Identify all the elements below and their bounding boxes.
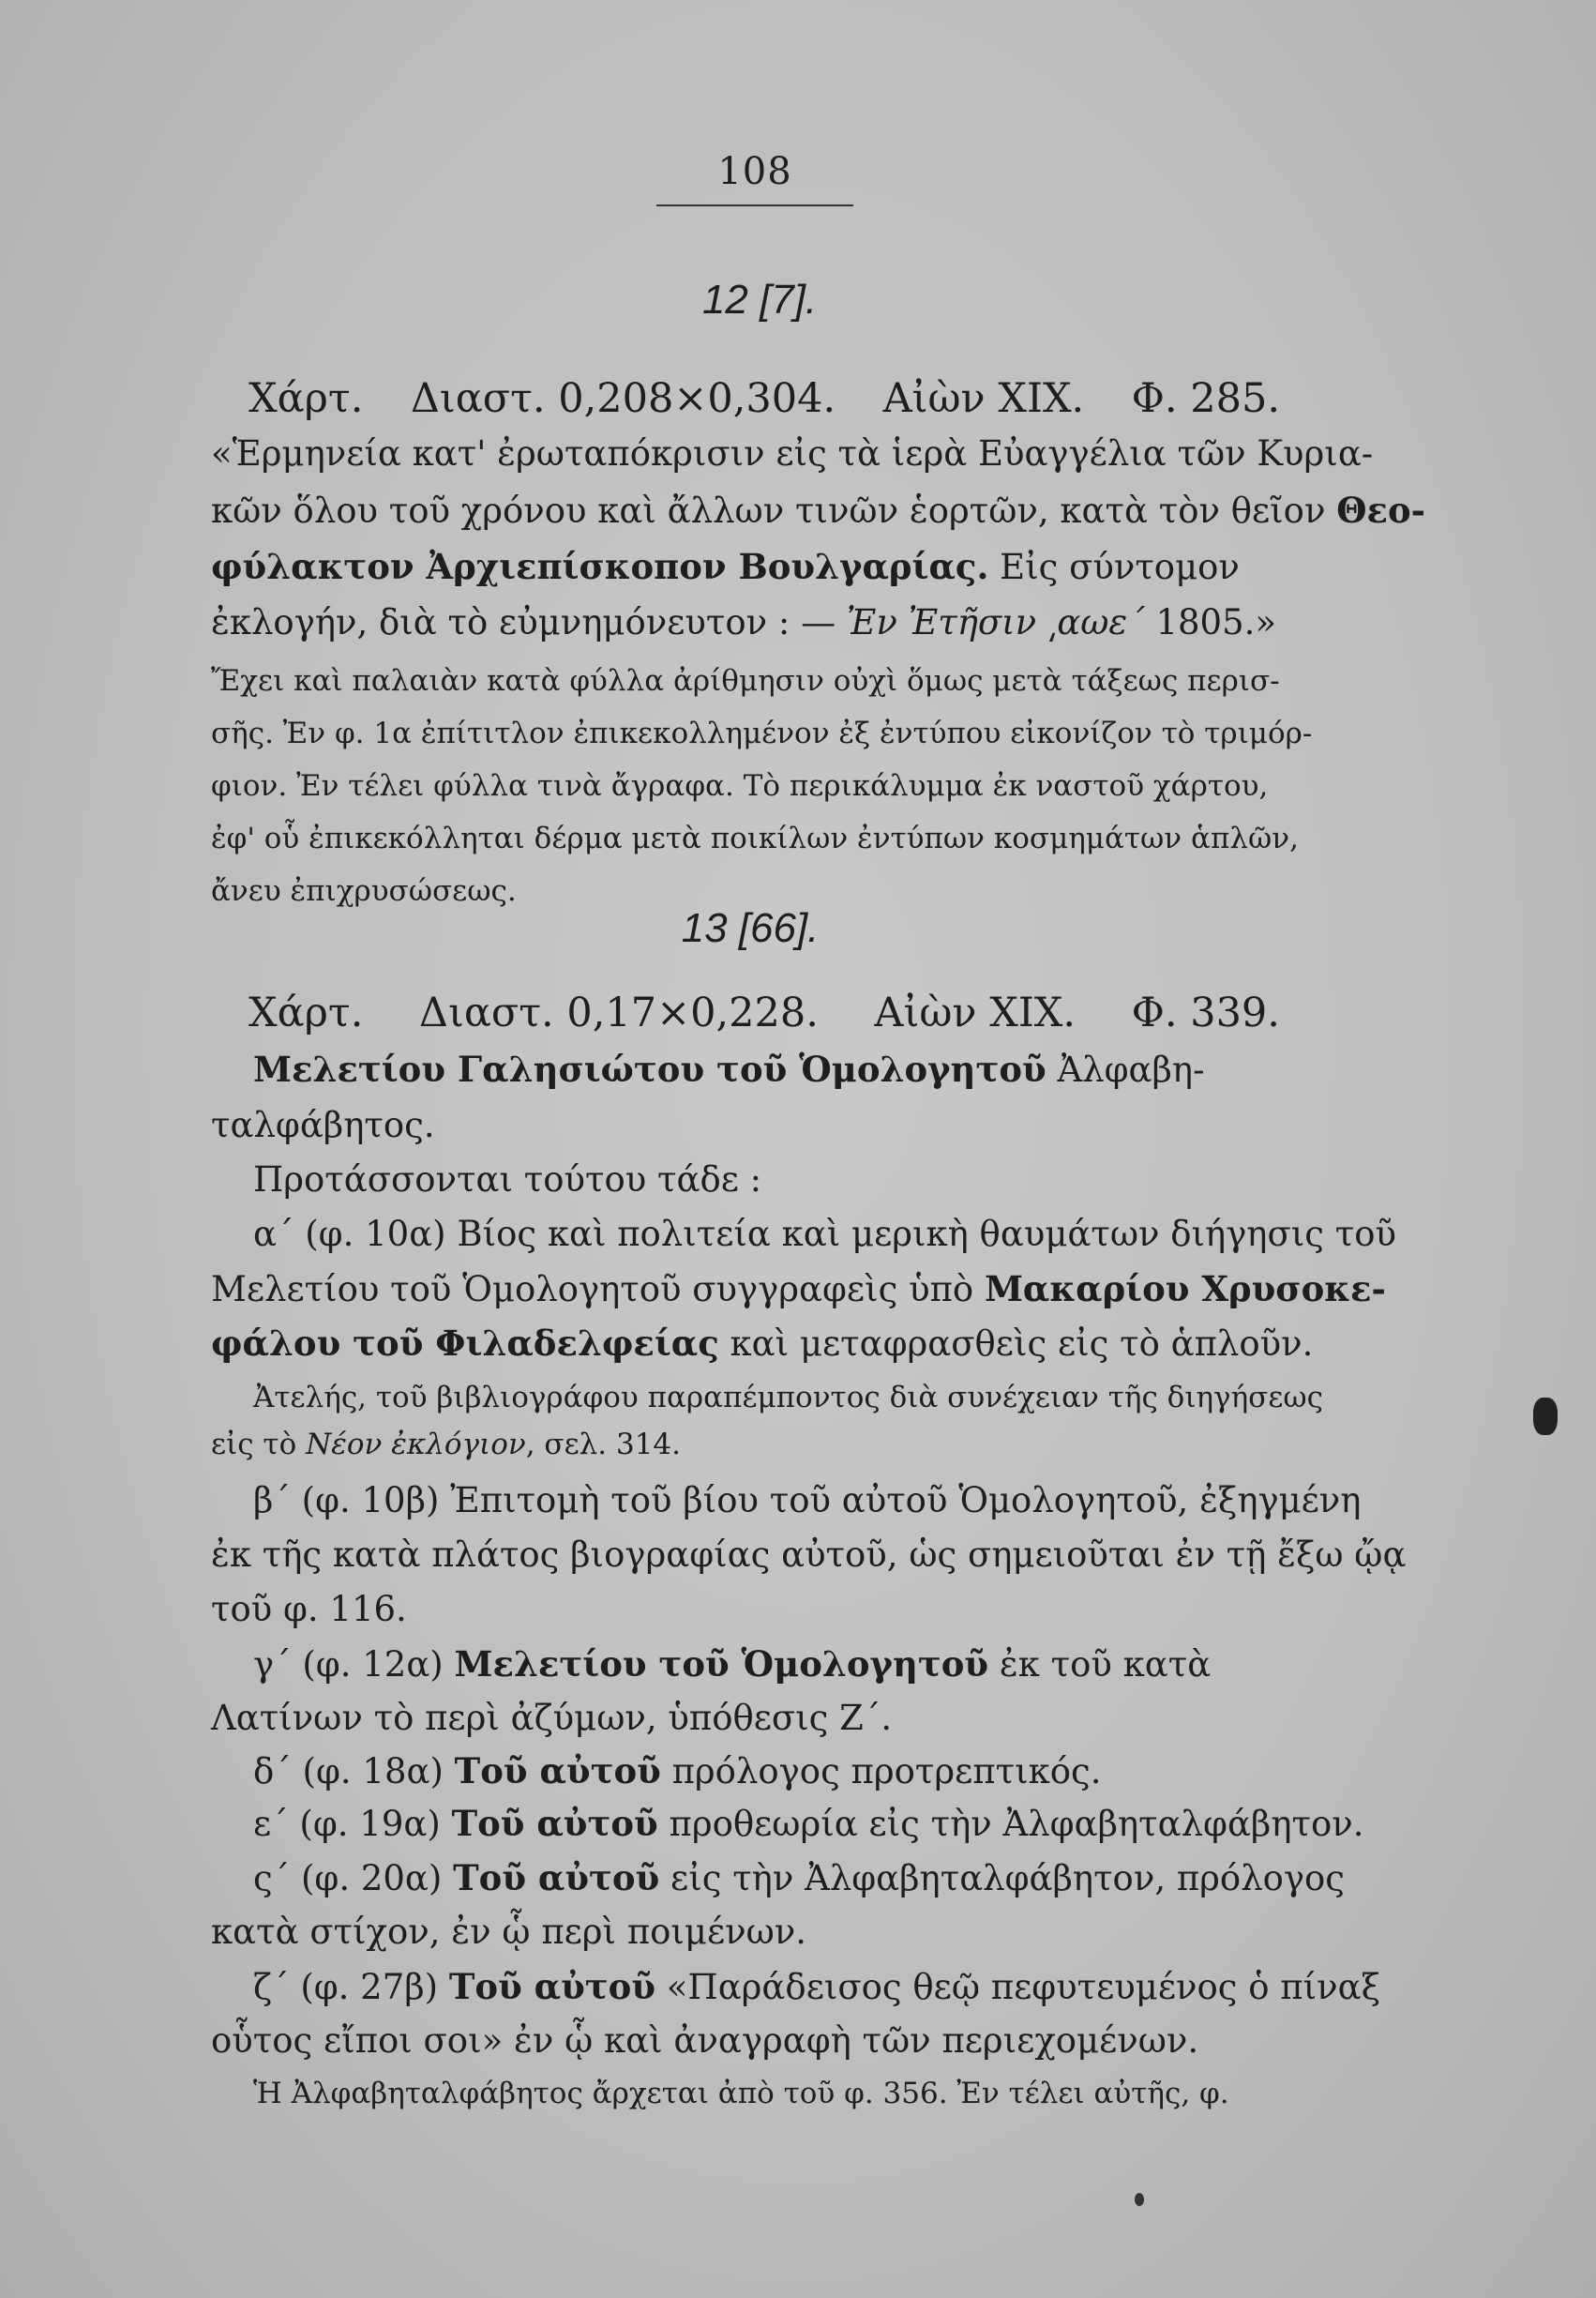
meta-material: Χάρτ. — [248, 990, 364, 1036]
entry-12-title-line-4: ἐκλογήν, διὰ τὸ εὐμνημόνευτον : — Ἐν Ἐτῆσιν ͵αωε΄ 1805.» — [211, 602, 1277, 643]
entry-12-note-line: ἐφ' οὗ ἐπικεκόλληται δέρμα μετὰ ποικίλων ἐντύπων κοσμημάτων ἁπλῶν, — [211, 822, 1299, 855]
entry-13-heading-line-2: ταλφάβητος. — [211, 1105, 435, 1145]
item-a-note-line-1: Ἀτελής, τοῦ βιβλιογράφου παραπέμποντος διὰ συνέχειαν τῆς διηγήσεως — [253, 1381, 1324, 1414]
meta-folios: Φ. 339. — [1131, 990, 1280, 1036]
item-e-line: ε΄ (φ. 19α) Τοῦ αὐτοῦ προθεωρία εἰς τὴν Ἀλφαβηταλφάβητον. — [253, 1803, 1364, 1844]
item-a-line-2: Μελετίου τοῦ Ὁμολογητοῦ συγγραφεὶς ὑπὸ Μακαρίου Χρυσοκε- — [211, 1268, 1386, 1309]
item-a-note-line-2: εἰς τὸ Νέον ἐκλόγιον, σελ. 314. — [211, 1428, 682, 1461]
entry-13-intro: Προτάσσονται τούτου τάδε : — [253, 1159, 762, 1200]
meta-century: Αἰὼν XIX. — [882, 375, 1085, 422]
meta-century: Αἰὼν XIX. — [874, 990, 1077, 1036]
entry-12-note-line: φιον. Ἐν τέλει φύλλα τινὰ ἄγραφα. Τὸ περικάλυμμα ἐκ ναστοῦ χάρτου, — [211, 769, 1269, 803]
entry-12-note-line: Ἔχει καὶ παλαιὰν κατὰ φύλλα ἀρίθμησιν οὐχὶ ὅμως μετὰ τάξεως περισ- — [211, 664, 1280, 698]
item-a-line-1: α΄ (φ. 10α) Βίος καὶ πολιτεία καὶ μερικὴ θαυμάτων διήγησις τοῦ — [253, 1214, 1396, 1254]
margin-ink-mark — [1533, 1398, 1558, 1435]
item-g-line-1: ζ΄ (φ. 27β) Τοῦ αὐτοῦ «Παράδεισος θεῷ πεφυτευμένος ὁ πίναξ — [253, 1966, 1380, 2007]
entry-13-final-note: Ἡ Ἀλφαβηταλφάβητος ἄρχεται ἀπὸ τοῦ φ. 356. Ἐν τέλει αὐτῆς, φ. — [253, 2077, 1229, 2110]
entry-12-title-line-3: φύλακτον Ἀρχιεπίσκοπον Βουλγαρίας. Εἰς σύντομον — [211, 546, 1240, 587]
item-b-line-3: τοῦ φ. 116. — [211, 1589, 407, 1629]
meta-folios: Φ. 285. — [1131, 375, 1280, 422]
item-c-line-2: Λατίνων τὸ περὶ ἀζύμων, ὑπόθεσις Ζ΄. — [211, 1698, 893, 1738]
entry-12-title-line-1: «Ἑρμηνεία κατ' ἐρωταπόκρισιν εἰς τὰ ἱερὰ Εὐαγγέλια τῶν Κυρια- — [211, 433, 1374, 474]
entry-12-title-line-2: κῶν ὅλου τοῦ χρόνου καὶ ἄλλων τινῶν ἑορτῶν, κατὰ τὸν θεῖον Θεο- — [211, 490, 1425, 531]
meta-material: Χάρτ. — [248, 375, 364, 422]
entry-13-meta — [248, 990, 1280, 1036]
item-b-line-1: β΄ (φ. 10β) Ἐπιτομὴ τοῦ βίου τοῦ αὐτοῦ Ὁμολογητοῦ, ἐξηγμένη — [253, 1480, 1362, 1520]
item-f-line-2: κατὰ στίχον, ἐν ᾧ περὶ ποιμένων. — [211, 1912, 807, 1952]
meta-dimensions: Διαστ. 0,208×0,304. — [410, 375, 836, 422]
item-d-line: δ΄ (φ. 18α) Τοῦ αὐτοῦ πρόλογος προτρεπτικός. — [253, 1750, 1102, 1792]
entry-12-note-line: σῆς. Ἐν φ. 1α ἐπίτιτλον ἐπικεκολλημένον ἐξ ἐντύπου εἰκονίζον τὸ τριμόρ- — [211, 717, 1313, 750]
page-number: 108 — [656, 150, 853, 206]
meta-dimensions: Διαστ. 0,17×0,228. — [418, 990, 819, 1036]
item-c-line-1: γ΄ (φ. 12α) Μελετίου τοῦ Ὁμολογητοῦ ἐκ τοῦ κατὰ — [253, 1643, 1212, 1685]
item-b-line-2: ἐκ τῆς κατὰ πλάτος βιογραφίας αὐτοῦ, ὡς σημειοῦται ἐν τῇ ἔξω ᾤᾳ — [211, 1535, 1407, 1575]
entry-13-heading: Μελετίου Γαλησιώτου τοῦ Ὁμολογητοῦ Ἀλφαβη- — [253, 1049, 1205, 1090]
item-a-line-3: φάλου τοῦ Φιλαδελφείας καὶ μεταφρασθεὶς εἰς τὸ ἁπλοῦν. — [211, 1323, 1314, 1364]
item-f-line-1: ς΄ (φ. 20α) Τοῦ αὐτοῦ εἰς τὴν Ἀλφαβηταλφάβητον, πρόλογος — [253, 1857, 1346, 1898]
entry-12-note-line: ἄνευ ἐπιχρυσώσεως. — [211, 874, 517, 908]
ink-dot — [1135, 2193, 1144, 2206]
entry-12-meta — [248, 375, 1280, 422]
entry-13-title: 13 [66]. — [681, 905, 820, 951]
entry-12-title: 12 [7]. — [701, 277, 818, 323]
item-g-line-2: οὗτος εἴποι σοι» ἐν ᾧ καὶ ἀναγραφὴ τῶν περιεχομένων. — [211, 2020, 1199, 2061]
